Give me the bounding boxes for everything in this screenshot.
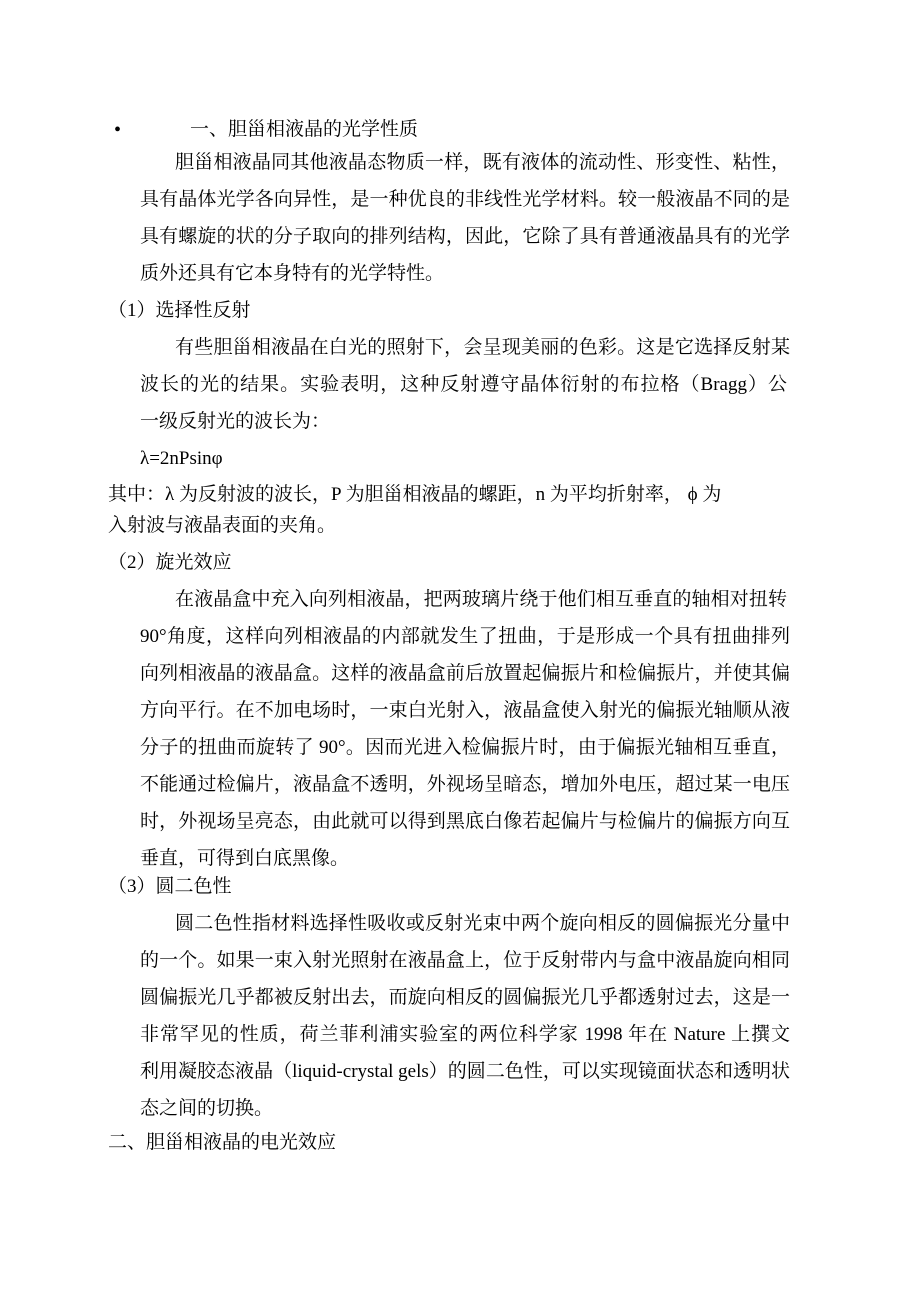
- paragraph-line: 一级反射光的波长为：: [140, 411, 331, 432]
- section-heading: 二、胆甾相液晶的电光效应: [108, 1132, 337, 1153]
- paragraph-line: 方向平行。在不加电场时，一束白光射入，液晶盒使入射光的偏振光轴顺从液: [140, 700, 790, 721]
- paragraph-line: 态之间的切换。: [140, 1098, 274, 1119]
- paragraph-line: 非常罕见的性质，荷兰菲利浦实验室的两位科学家 1998 年在 Nature 上撰文: [140, 1024, 790, 1045]
- paragraph-line: 具有螺旋的状的分子取向的排列结构，因此，它除了具有普通液晶具有的光学: [140, 226, 790, 247]
- paragraph-line: 的一个。如果一束入射光照射在液晶盒上，位于反射带内与盒中液晶旋向相同: [140, 950, 790, 971]
- paragraph-line: 垂直，可得到白底黑像。: [140, 848, 350, 869]
- list-bullet: •: [114, 119, 122, 141]
- paragraph-line: 入射波与液晶表面的夹角。: [108, 515, 337, 536]
- paragraph-line: 胆甾相液晶同其他液晶态物质一样，既有液体的流动性、形变性、粘性，: [175, 152, 790, 173]
- paragraph-line: 其中：λ 为反射波的波长，P 为胆甾相液晶的螺距，n 为平均折射率， ϕ 为: [108, 484, 722, 505]
- paragraph-line: 时，外视场呈亮态，由此就可以得到黑底白像若起偏片与检偏片的偏振方向互: [140, 811, 790, 832]
- paragraph-line: 90°角度，这样向列相液晶的内部就发生了扭曲，于是形成一个具有扭曲排列: [140, 626, 790, 647]
- paragraph-line: 圆二色性指材料选择性吸收或反射光束中两个旋向相反的圆偏振光分量中: [175, 913, 790, 934]
- paragraph-line: 不能通过检偏片，液晶盒不透明，外视场呈暗态，增加外电压，超过某一电压: [140, 774, 790, 795]
- section-heading: 一、胆甾相液晶的光学性质: [190, 119, 419, 140]
- paragraph-line: 利用凝胶态液晶（liquid-crystal gels）的圆二色性，可以实现镜面状态和透明状: [140, 1061, 790, 1082]
- paragraph-line: 质外还具有它本身特有的光学特性。: [140, 263, 445, 284]
- subsection-heading: （3）圆二色性: [108, 876, 232, 897]
- formula: λ=2nPsinφ: [140, 448, 223, 469]
- subsection-heading: （2）旋光效应: [108, 552, 232, 573]
- subsection-heading: （1）选择性反射: [108, 300, 251, 321]
- paragraph-line: 有些胆甾相液晶在白光的照射下，会呈现美丽的色彩。这是它选择反射某: [175, 337, 790, 358]
- paragraph-line: 分子的扭曲而旋转了 90°。因而光进入检偏振片时，由于偏振光轴相互垂直，: [140, 737, 790, 758]
- paragraph-line: 向列相液晶的液晶盒。这样的液晶盒前后放置起偏振片和检偏振片，并使其偏: [140, 663, 790, 684]
- paragraph-line: 具有晶体光学各向异性，是一种优良的非线性光学材料。较一般液晶不同的是: [140, 189, 790, 210]
- paragraph-line: 波长的光的结果。实验表明，这种反射遵守晶体衍射的布拉格（Bragg）公: [140, 374, 787, 395]
- paragraph-line: 在液晶盒中充入向列相液晶，把两玻璃片绕于他们相互垂直的轴相对扭转: [175, 589, 787, 610]
- paragraph-line: 圆偏振光几乎都被反射出去，而旋向相反的圆偏振光几乎都透射过去，这是一: [140, 987, 790, 1008]
